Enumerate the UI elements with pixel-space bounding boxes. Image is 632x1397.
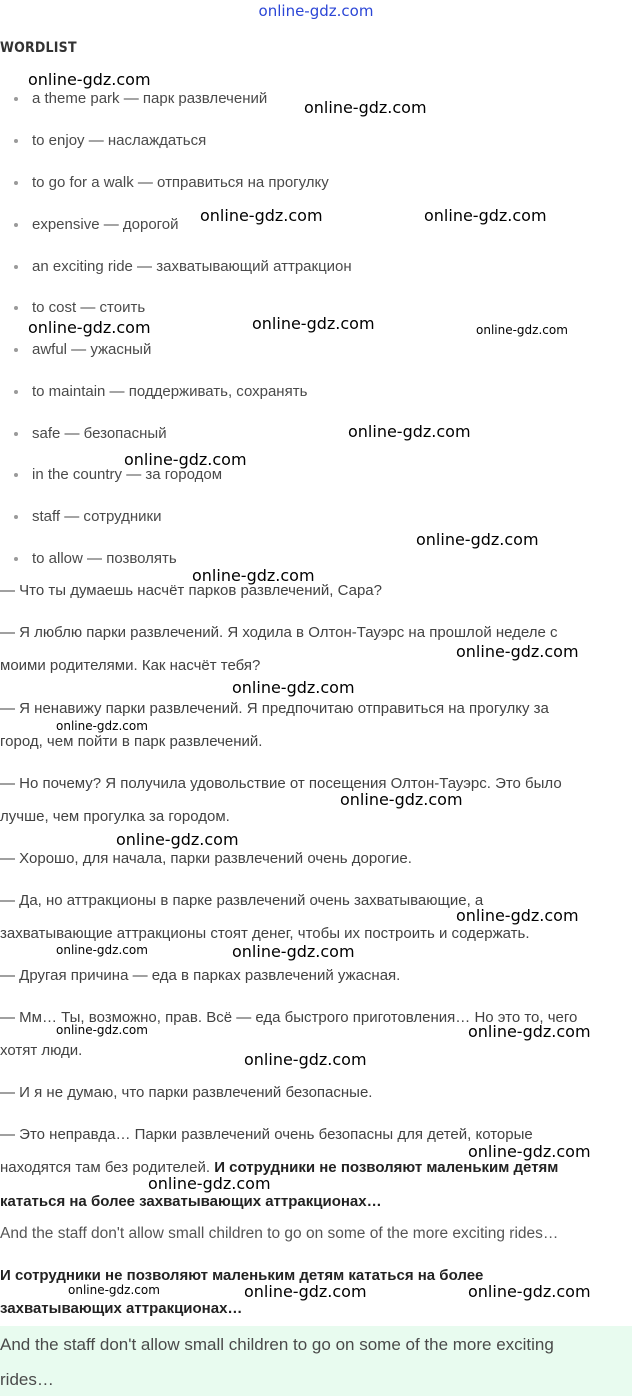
- wordlist-item: awful — ужасный: [14, 341, 151, 358]
- dialogue-line: захватывающие аттракционы стоят денег, чтобы их построить и содержать.: [0, 925, 530, 942]
- dialogue-line: лучше, чем прогулка за городом.: [0, 808, 230, 825]
- dialogue-line: — Хорошо, для начала, парки развлечений очень дорогие.: [0, 850, 412, 867]
- dialogue-line: — Другая причина — еда в парках развлечений ужасная.: [0, 967, 401, 984]
- wordlist-item: safe — безопасный: [14, 425, 167, 442]
- wordlist-item: expensive — дорогой: [14, 216, 179, 233]
- wordlist-item: to enjoy — наслаждаться: [14, 132, 206, 149]
- watermark: online-gdz.com: [348, 422, 471, 441]
- bullet-icon: [14, 139, 18, 143]
- watermark: online-gdz.com: [416, 530, 539, 549]
- wordlist-item: staff — сотрудники: [14, 508, 162, 525]
- dialogue-line: — Мм… Ты, возможно, прав. Всё — еда быстрого приготовления… Но это то, чего: [0, 1009, 578, 1026]
- watermark: online-gdz.com: [124, 450, 247, 469]
- dialogue-line: — Что ты думаешь насчёт парков развлечений, Сара?: [0, 582, 382, 599]
- bullet-icon: [14, 348, 18, 352]
- watermark: online-gdz.com: [468, 1022, 591, 1041]
- bullet-icon: [14, 223, 18, 227]
- watermark: online-gdz.com: [476, 323, 568, 337]
- wordlist-item: to cost — стоить: [14, 299, 145, 316]
- watermark: online-gdz.com: [28, 70, 151, 89]
- watermark: online-gdz.com: [468, 1142, 591, 1161]
- watermark: online-gdz.com: [456, 642, 579, 661]
- watermark: online-gdz.com: [456, 906, 579, 925]
- dialogue-line: — Это неправда… Парки развлечений очень безопасны для детей, которые: [0, 1126, 533, 1143]
- bullet-icon: [14, 557, 18, 561]
- bullet-icon: [14, 97, 18, 101]
- task-sentence: захватывающих аттракционах…: [0, 1300, 243, 1317]
- dialogue-line: моими родителями. Как насчёт тебя?: [0, 657, 261, 674]
- wordlist-item: to go for a walk — отправиться на прогулку: [14, 174, 329, 191]
- watermark: online-gdz.com: [304, 98, 427, 117]
- dialogue-line: — Я люблю парки развлечений. Я ходила в Олтон-Тауэрс на прошлой неделе с: [0, 624, 558, 641]
- watermark: online-gdz.com: [232, 678, 355, 697]
- watermark: online-gdz.com: [68, 1283, 160, 1297]
- watermark: online-gdz.com: [116, 830, 239, 849]
- watermark: online-gdz.com: [56, 719, 148, 733]
- task-sentence: И сотрудники не позволяют маленьким детям кататься на более: [0, 1267, 484, 1284]
- bullet-icon: [14, 473, 18, 477]
- translation-line: And the staff don't allow small children to go on some of the more exciting rides…: [0, 1225, 559, 1242]
- answer-block: [0, 1326, 632, 1396]
- dialogue-line: — Я ненавижу парки развлечений. Я предпочитаю отправиться на прогулку за: [0, 700, 549, 717]
- dialogue-line: город, чем пойти в парк развлечений.: [0, 733, 263, 750]
- watermark: online-gdz.com: [252, 314, 375, 333]
- watermark: online-gdz.com: [468, 1282, 591, 1301]
- wordlist-title: WORDLIST: [0, 40, 77, 56]
- bullet-icon: [14, 390, 18, 394]
- wordlist-item: to allow — позволять: [14, 550, 177, 567]
- bullet-icon: [14, 181, 18, 185]
- watermark: online-gdz.com: [148, 1174, 271, 1193]
- watermark: online-gdz.com: [56, 943, 148, 957]
- dialogue-line: — И я не думаю, что парки развлечений безопасные.: [0, 1084, 373, 1101]
- watermark: online-gdz.com: [192, 566, 315, 585]
- answer-line: rides…: [0, 1370, 54, 1389]
- highlighted-sentence: И сотрудники не позволяют маленьким детям: [214, 1159, 559, 1176]
- highlighted-sentence: кататься на более захватывающих аттракционах…: [0, 1193, 382, 1210]
- bullet-icon: [14, 265, 18, 269]
- watermark: online-gdz.com: [200, 206, 323, 225]
- bullet-icon: [14, 515, 18, 519]
- dialogue-line: хотят люди.: [0, 1042, 83, 1059]
- bullet-icon: [14, 432, 18, 436]
- watermark: online-gdz.com: [28, 318, 151, 337]
- dialogue-line: — Но почему? Я получила удовольствие от посещения Олтон-Тауэрс. Это было: [0, 775, 562, 792]
- wordlist-item: to maintain — поддерживать, сохранять: [14, 383, 307, 400]
- watermark: online-gdz.com: [424, 206, 547, 225]
- watermark: online-gdz.com: [232, 942, 355, 961]
- wordlist-item: in the country — за городом: [14, 466, 222, 483]
- watermark: online-gdz.com: [244, 1050, 367, 1069]
- wordlist-item: an exciting ride — захватывающий аттракцион: [14, 258, 352, 275]
- watermark: online-gdz.com: [340, 790, 463, 809]
- answer-line: And the staff don't allow small children to go on some of the more exciting: [0, 1335, 554, 1354]
- dialogue-line: находятся там без родителей. И сотрудники не позволяют маленьким детям: [0, 1159, 559, 1176]
- watermark: online-gdz.com: [244, 1282, 367, 1301]
- dialogue-line: — Да, но аттракционы в парке развлечений очень захватывающие, а: [0, 892, 484, 909]
- site-link[interactable]: online-gdz.com: [258, 2, 374, 20]
- bullet-icon: [14, 306, 18, 310]
- wordlist-item: a theme park — парк развлечений: [14, 90, 267, 107]
- watermark: online-gdz.com: [56, 1023, 148, 1037]
